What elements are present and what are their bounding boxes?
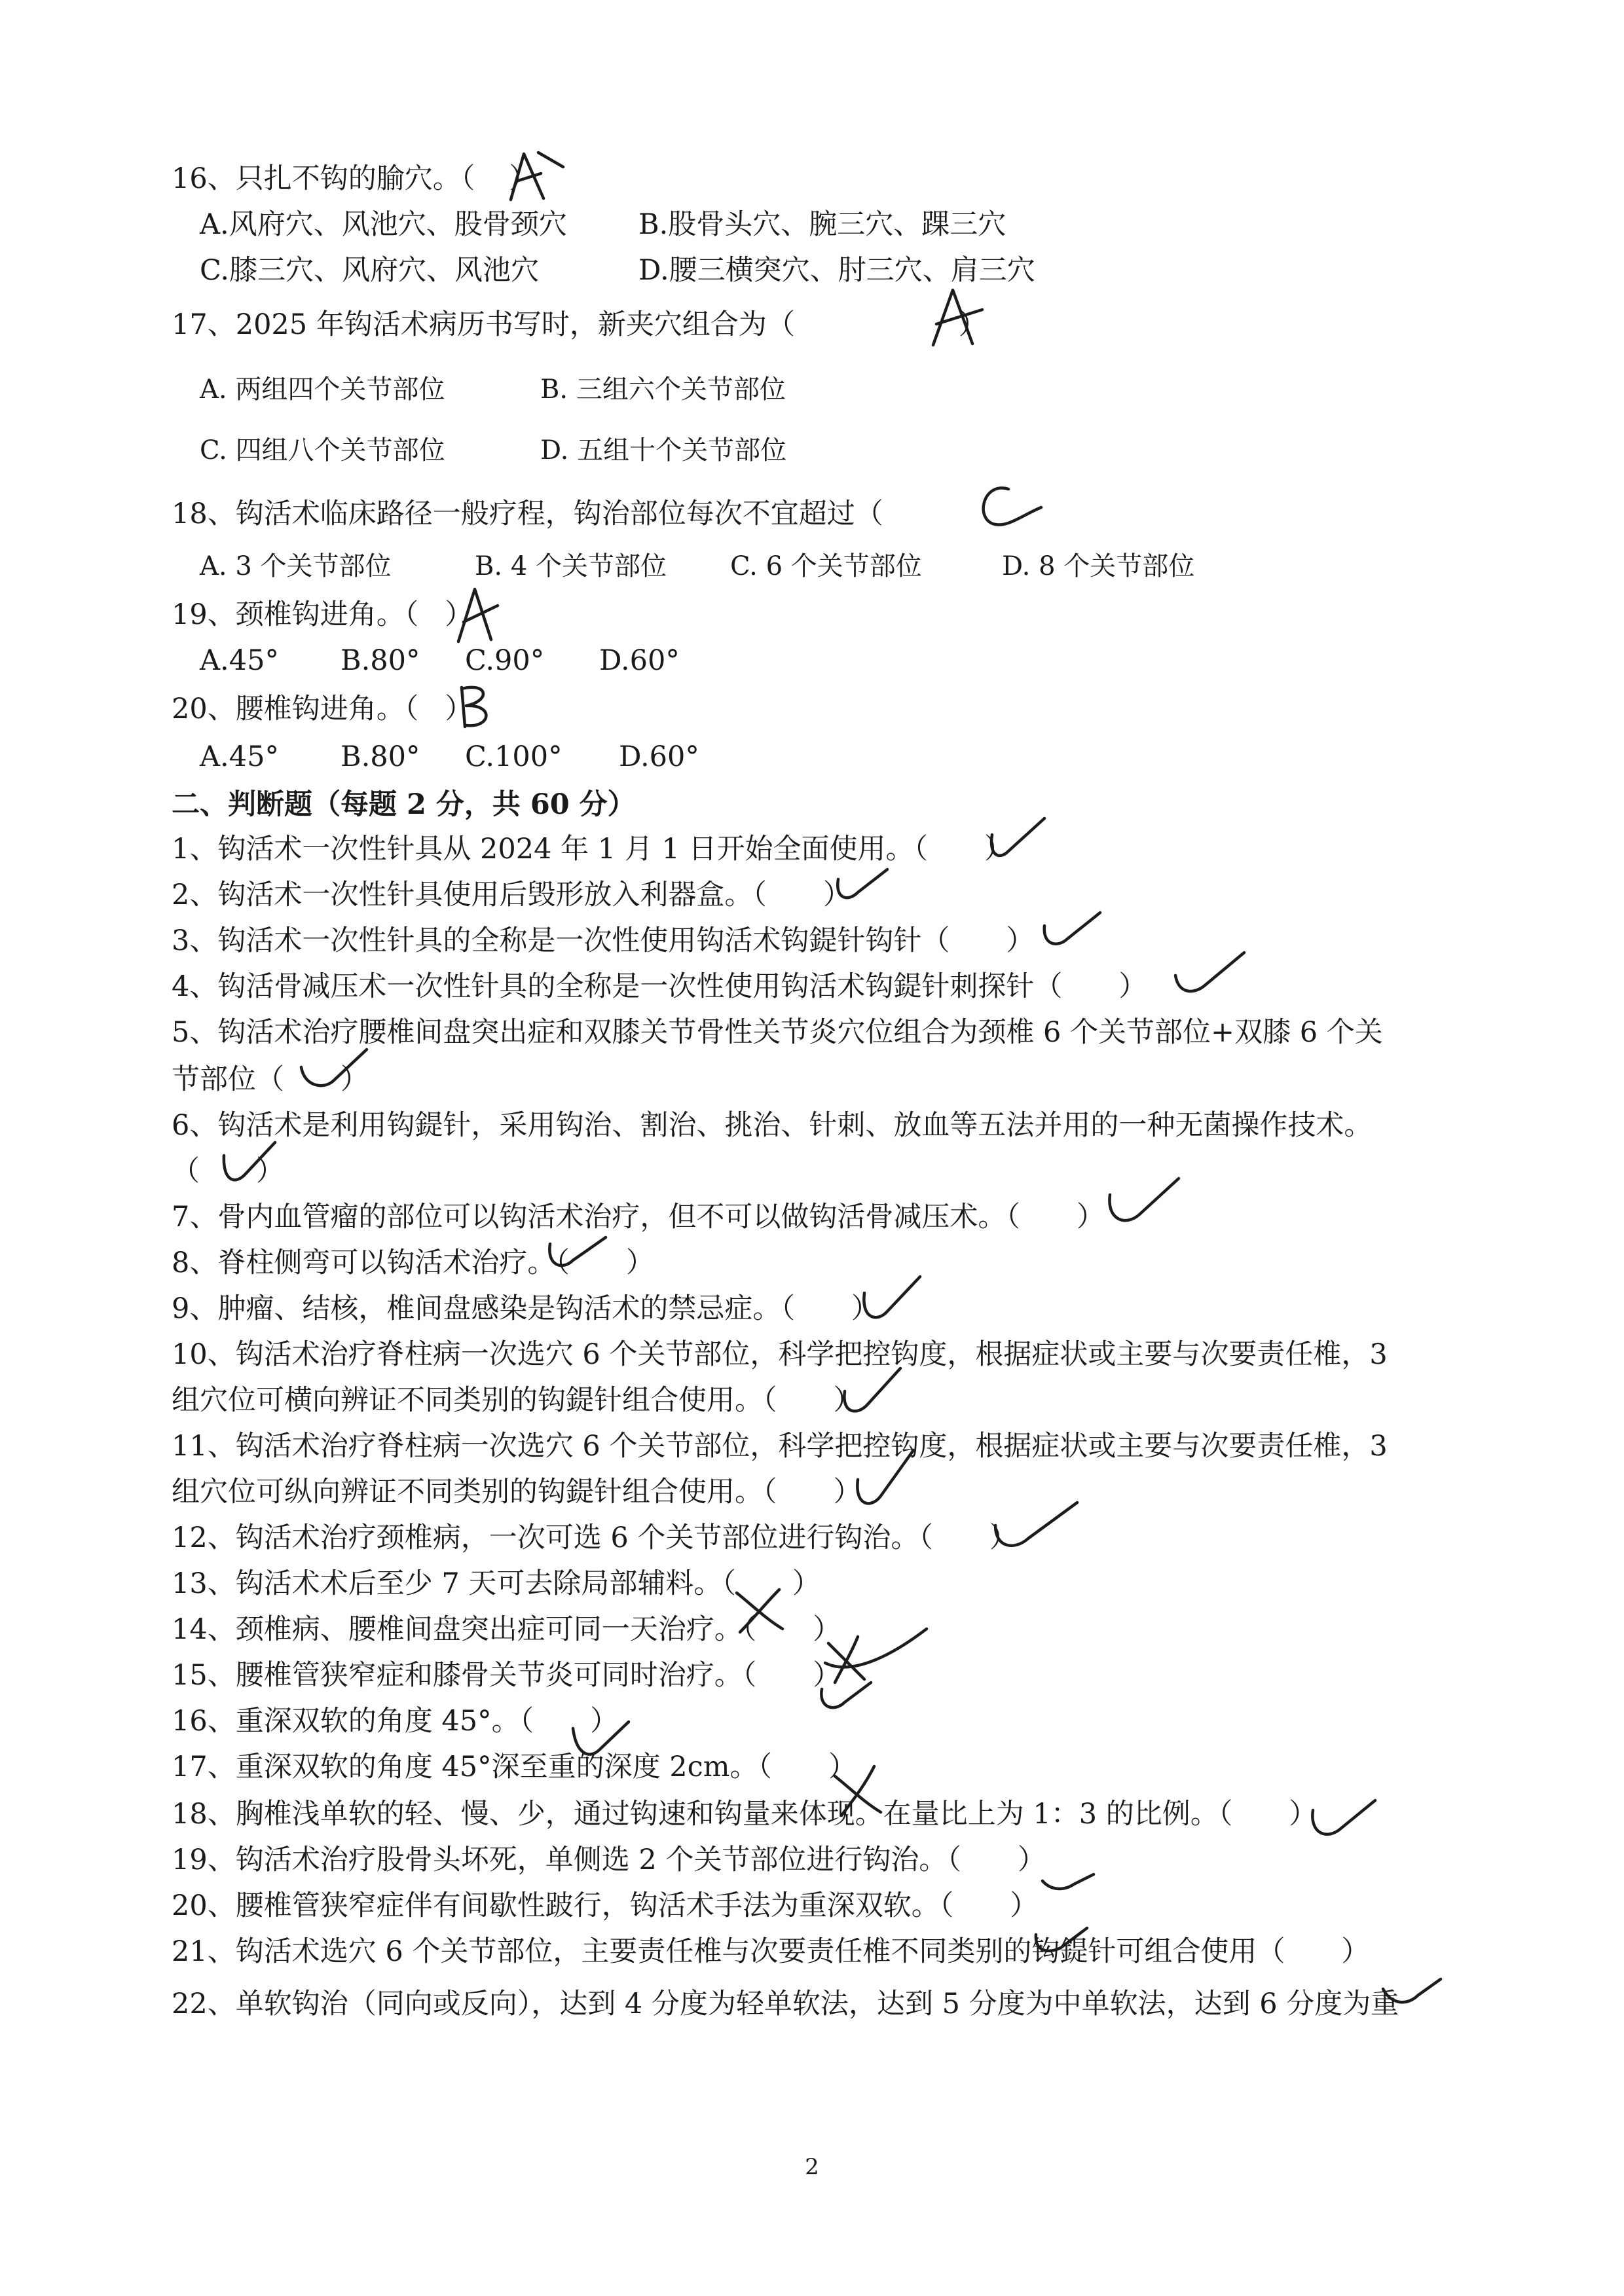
- handwritten-check-icon: [986, 1499, 1084, 1561]
- option-a: A. 两组四个关节部位: [200, 374, 445, 405]
- question-20-stem: [172, 695, 473, 723]
- judgment-line: 7、骨内血管瘤的部位可以钩活术治疗，但不可以做钩活骨减压术。（ ）: [172, 1201, 1105, 1233]
- handwritten-check-icon: [855, 1273, 927, 1335]
- judgment-line: （ ）: [172, 1155, 284, 1188]
- question-19-text: 19、颈椎钩进角。（: [172, 598, 419, 631]
- handwritten-check-icon: [540, 1231, 612, 1279]
- handwritten-answer-A-icon: [452, 586, 511, 647]
- handwritten-cross-icon: [727, 1583, 792, 1638]
- option-d: D.60°: [619, 740, 699, 773]
- judgment-line: 9、肿瘤、结核，椎间盘感染是钩活术的禁忌症。（ ）: [172, 1292, 879, 1325]
- question-17-close: ）: [958, 308, 987, 341]
- option-b: B.80°: [341, 644, 420, 677]
- handwritten-check-icon: [828, 863, 894, 911]
- judgment-line: 11、钩活术治疗脊柱病一次选穴 6 个关节部位，科学把控钩度，根据症状或主要与次要责任椎，3: [172, 1430, 1388, 1463]
- judgment-line: 17、重深双软的角度 45°深至重的深度 2cm。（ ）: [172, 1751, 857, 1783]
- option-d: D.60°: [599, 644, 680, 677]
- option-b: B.80°: [341, 740, 420, 773]
- handwritten-cross-icon: [825, 1760, 891, 1821]
- handwritten-check-icon: [848, 1444, 920, 1518]
- judgment-line: 10、钩活术治疗脊柱病一次选穴 6 个关节部位，科学把控钩度，根据症状或主要与次要责任椎，3: [172, 1338, 1388, 1371]
- page-number: 2: [805, 2154, 819, 2180]
- question-18-text: 18、钩活术临床路径一般疗程，钩治部位每次不宜超过（: [172, 498, 883, 530]
- question-16-close: ）: [509, 162, 538, 195]
- question-19-stem: [172, 598, 473, 631]
- question-16-stem: [172, 162, 538, 195]
- option-c: C.100°: [465, 740, 563, 773]
- option-c: C. 6 个关节部位: [730, 551, 922, 581]
- option-b: B. 三组六个关节部位: [540, 374, 786, 405]
- judgment-line: 8、脊柱侧弯可以钩活术治疗。（ ）: [172, 1247, 654, 1279]
- handwritten-check-icon: [1166, 949, 1251, 1004]
- judgment-line: 1、钩活术一次性针具从 2024 年 1 月 1 日开始全面使用。（ ）: [172, 833, 1013, 866]
- option-c: C. 四组八个关节部位: [200, 435, 445, 465]
- judgment-line: 14、颈椎病、腰椎间盘突出症可同一天治疗。（ ）: [172, 1613, 841, 1646]
- question-17-stem: [172, 308, 987, 341]
- handwritten-check-icon: [1035, 1865, 1100, 1906]
- handwritten-check-icon: [835, 1362, 907, 1423]
- handwritten-answer-C-icon: [969, 481, 1048, 536]
- question-18-stem: [172, 500, 883, 528]
- question-20-close: ）: [445, 693, 473, 725]
- section-two-heading: 二、判断题（每题 2 分，共 60 分）: [172, 788, 636, 821]
- judgment-line: 2、钩活术一次性针具使用后毁形放入利器盒。（ ）: [172, 879, 851, 911]
- handwritten-check-icon: [295, 1044, 373, 1099]
- option-a: A.风府穴、风池穴、股骨颈穴: [200, 208, 567, 241]
- handwritten-answer-B-icon: [452, 681, 511, 736]
- judgment-line: 21、钩活术选穴 6 个关节部位，主要责任椎与次要责任椎不同类别的钩鍉针可组合使用（ ）: [172, 1935, 1370, 1968]
- option-d: D. 8 个关节部位: [1002, 551, 1195, 581]
- judgment-line: 4、钩活骨减压术一次性针具的全称是一次性使用钩活术钩鍉针刺探针（ ）: [172, 970, 1147, 1003]
- option-c: C.90°: [465, 644, 545, 677]
- judgment-line: 16、重深双软的角度 45°。（ ）: [172, 1705, 619, 1738]
- handwritten-check-icon: [563, 1719, 635, 1774]
- option-b: B.股骨头穴、腕三穴、踝三穴: [638, 208, 1006, 241]
- option-c: C.膝三穴、风府穴、风池穴: [200, 254, 540, 287]
- handwritten-check-icon: [1100, 1175, 1185, 1237]
- judgment-line: 15、腰椎管狭窄症和膝骨关节炎可同时治疗。（ ）: [172, 1659, 841, 1692]
- judgment-line: 6、钩活术是利用钩鍉针，采用钩治、割治、挑治、针刺、放血等五法并用的一种无菌操作技术。: [172, 1109, 1373, 1142]
- handwritten-check-icon: [1303, 1797, 1382, 1852]
- handwritten-check-icon: [1028, 1922, 1094, 1970]
- option-d: D. 五组十个关节部位: [540, 435, 787, 465]
- option-a: A. 3 个关节部位: [200, 551, 392, 581]
- judgment-line: 22、单软钩治（同向或反向），达到 4 分度为轻单软法，达到 5 分度为中单软法，达到 6 分度为重: [172, 1988, 1399, 2020]
- judgment-line: 组穴位可横向辨证不同类别的钩鍉针组合使用。（ ）: [172, 1384, 862, 1417]
- handwritten-check-icon: [216, 1136, 282, 1197]
- judgment-line: 20、腰椎管狭窄症伴有间歇性跛行，钩活术手法为重深双软。（ ）: [172, 1889, 1039, 1922]
- option-b: B. 4 个关节部位: [475, 551, 667, 581]
- handwritten-check-icon: [812, 1673, 877, 1721]
- judgment-line: 3、钩活术一次性针具的全称是一次性使用钩活术钩鍉针钩针（ ）: [172, 924, 1035, 957]
- question-19-close: ）: [445, 598, 473, 631]
- judgment-line: 13、钩活术术后至少 7 天可去除局部辅料。（ ）: [172, 1567, 821, 1600]
- handwritten-check-icon: [979, 815, 1051, 870]
- handwritten-check-icon: [1375, 1969, 1447, 2018]
- judgment-line: 19、钩活术治疗股骨头坏死，单侧选 2 个关节部位进行钩治。（ ）: [172, 1844, 1046, 1876]
- judgment-line: 5、钩活术治疗腰椎间盘突出症和双膝关节骨性关节炎穴位组合为颈椎 6 个关节部位+双膝 6 个关: [172, 1016, 1383, 1049]
- judgment-line: 18、胸椎浅单软的轻、慢、少，通过钩速和钩量来体现。在量比上为 1：3 的比例。（ ）: [172, 1798, 1318, 1831]
- handwritten-check-icon: [1035, 907, 1107, 956]
- question-20-text: 20、腰椎钩进角。（: [172, 693, 419, 725]
- question-17-text: 17、2025 年钩活术病历书写时，新夹穴组合为（: [172, 308, 795, 341]
- judgment-line: 节部位（ ）: [172, 1063, 369, 1096]
- option-d: D.腰三横突穴、肘三穴、肩三穴: [638, 254, 1035, 287]
- option-a: A.45°: [200, 740, 279, 773]
- judgment-line: 12、钩活术治疗颈椎病，一次可选 6 个关节部位进行钩治。（ ）: [172, 1522, 1018, 1554]
- handwritten-answer-A-icon: [498, 147, 576, 209]
- question-16-text: 16、只扎不钩的腧穴。（: [172, 162, 475, 195]
- handwritten-answer-A-icon: [923, 285, 995, 353]
- judgment-line: 组穴位可纵向辨证不同类别的钩鍉针组合使用。（ ）: [172, 1476, 862, 1508]
- option-a: A.45°: [200, 644, 279, 677]
